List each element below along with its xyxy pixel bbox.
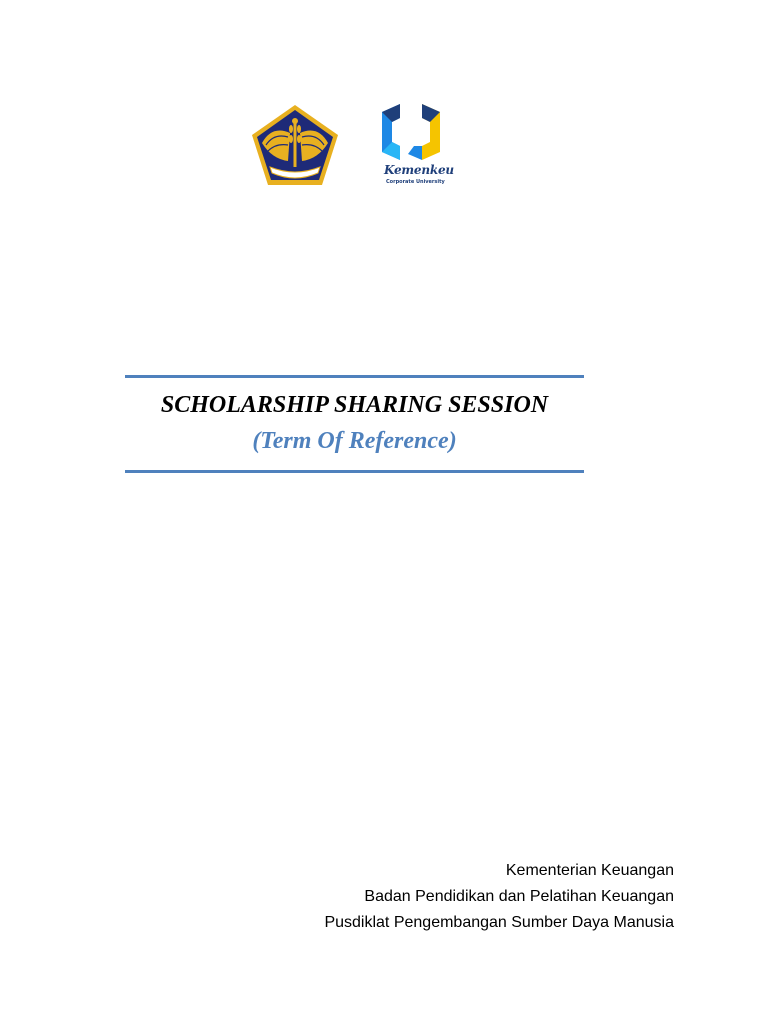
title-top-rule <box>125 375 584 378</box>
logo-bar <box>0 0 768 200</box>
corpu-logo-icon <box>378 100 454 190</box>
title-bottom-rule <box>125 470 584 473</box>
document-title: SCHOLARSHIP SHARING SESSION <box>160 392 549 418</box>
organization-block <box>324 858 674 936</box>
ministry-shield-icon <box>250 103 340 187</box>
document-subtitle: (Term Of Reference) <box>252 428 457 454</box>
organization-line-center: Pusdiklat Pengembangan Sumber Daya Manusia <box>324 914 674 931</box>
organization-line-ministry: Kementerian Keuangan <box>505 862 674 879</box>
corpu-brand-text: Kemenkeu <box>384 163 454 177</box>
corpu-sub-text: Corporate University <box>386 179 445 185</box>
organization-line-agency: Badan Pendidikan dan Pelatihan Keuangan <box>364 888 674 905</box>
